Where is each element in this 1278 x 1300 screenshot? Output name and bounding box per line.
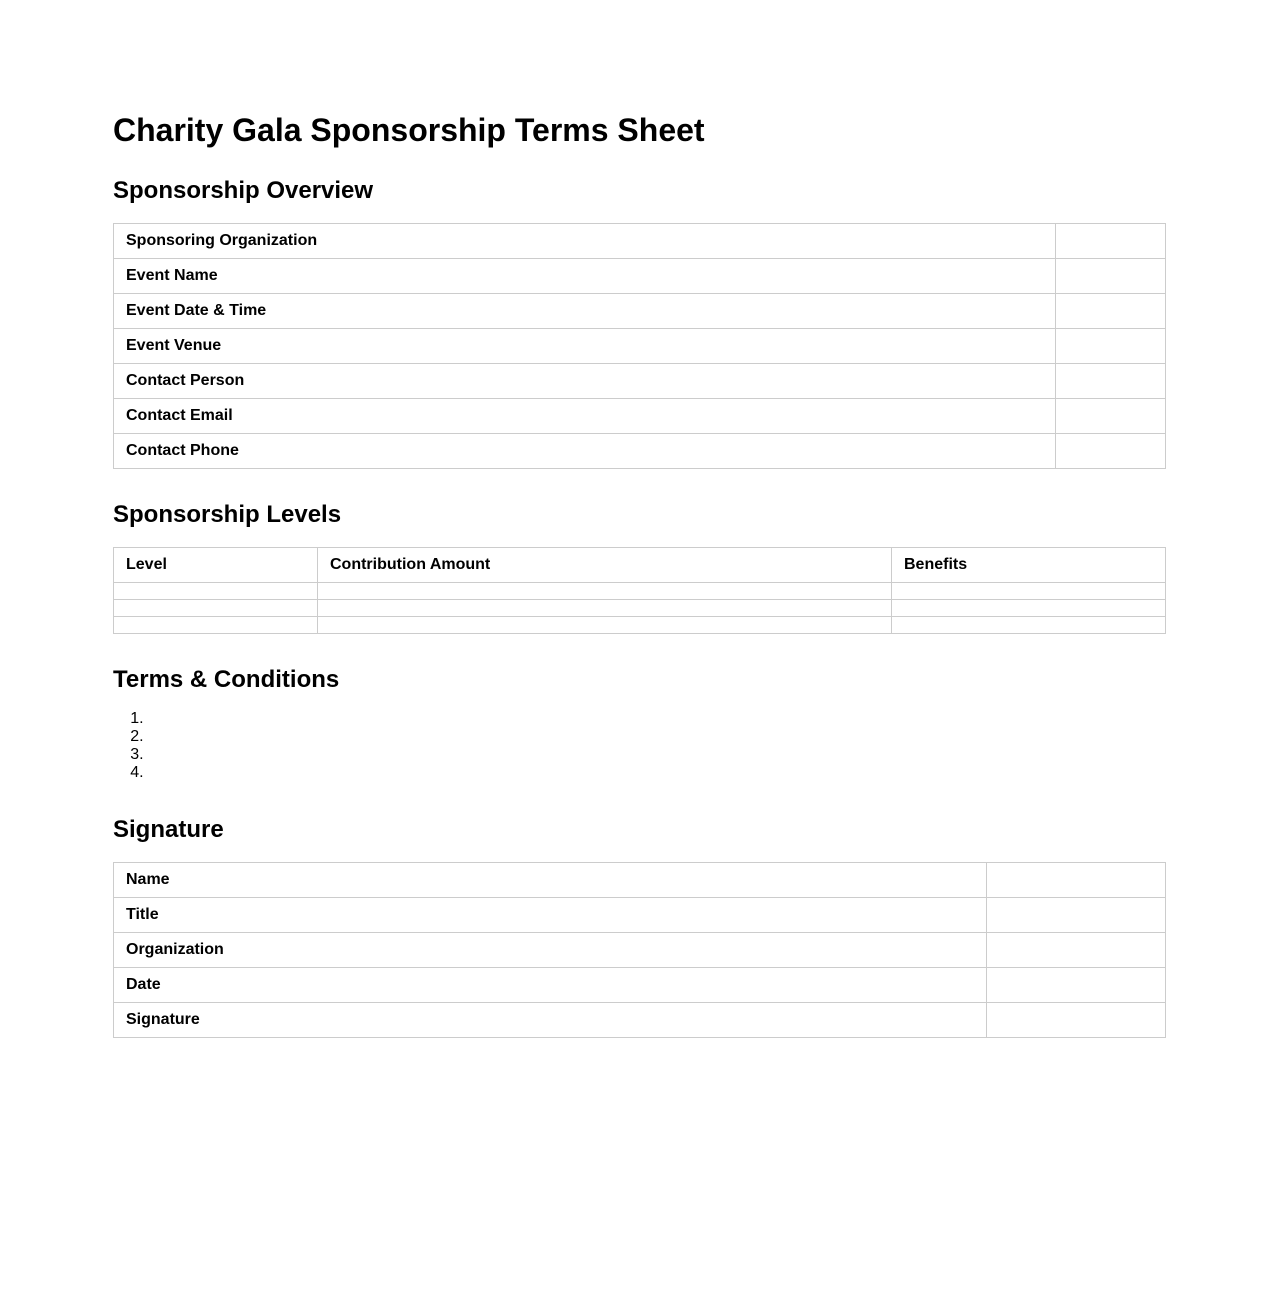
field-value[interactable]: [987, 968, 1166, 1003]
terms-list: [113, 710, 148, 782]
levels-table: [113, 547, 1166, 634]
contribution-cell[interactable]: [318, 583, 892, 600]
benefits-cell[interactable]: [892, 583, 1166, 600]
field-label: Name: [114, 863, 987, 898]
contribution-cell[interactable]: [318, 617, 892, 634]
levels-heading: Sponsorship Levels: [113, 501, 342, 528]
field-value[interactable]: [1056, 259, 1166, 294]
table-row: [114, 364, 1166, 399]
field-label: Signature: [114, 1003, 987, 1038]
signature-heading: Signature: [113, 816, 224, 843]
table-row: [114, 898, 1166, 933]
table-row: [114, 224, 1166, 259]
signature-table: [113, 862, 1166, 1038]
table-row: [114, 1003, 1166, 1038]
column-header-benefits: Benefits: [892, 548, 1166, 583]
table-row: [114, 968, 1166, 1003]
table-row: [114, 583, 1166, 600]
overview-heading: Sponsorship Overview: [113, 177, 374, 204]
field-label: Contact Email: [114, 399, 1056, 434]
column-header-level: Level: [114, 548, 318, 583]
overview-table: [113, 223, 1166, 469]
field-label: Event Date & Time: [114, 294, 1056, 329]
table-row: [114, 294, 1166, 329]
field-label: Contact Person: [114, 364, 1056, 399]
table-row: [114, 933, 1166, 968]
document-title: Charity Gala Sponsorship Terms Sheet: [113, 112, 705, 148]
field-value[interactable]: [1056, 224, 1166, 259]
table-header-row: [114, 548, 1166, 583]
field-label: Event Venue: [114, 329, 1056, 364]
table-row: [114, 600, 1166, 617]
table-row: [114, 259, 1166, 294]
field-value[interactable]: [1056, 294, 1166, 329]
field-label: Event Name: [114, 259, 1056, 294]
field-label: Date: [114, 968, 987, 1003]
field-value[interactable]: [987, 1003, 1166, 1038]
level-cell[interactable]: [114, 617, 318, 634]
field-value[interactable]: [987, 933, 1166, 968]
field-label: Sponsoring Organization: [114, 224, 1056, 259]
level-cell[interactable]: [114, 583, 318, 600]
level-cell[interactable]: [114, 600, 318, 617]
table-row: [114, 863, 1166, 898]
column-header-contribution: Contribution Amount: [318, 548, 892, 583]
field-value[interactable]: [1056, 434, 1166, 469]
field-value[interactable]: [1056, 329, 1166, 364]
field-value[interactable]: [1056, 399, 1166, 434]
field-label: Contact Phone: [114, 434, 1056, 469]
table-row: [114, 434, 1166, 469]
field-label: Title: [114, 898, 987, 933]
field-value[interactable]: [987, 863, 1166, 898]
benefits-cell[interactable]: [892, 617, 1166, 634]
field-value[interactable]: [1056, 364, 1166, 399]
table-row: [114, 399, 1166, 434]
table-row: [114, 617, 1166, 634]
table-row: [114, 329, 1166, 364]
field-value[interactable]: [987, 898, 1166, 933]
contribution-cell[interactable]: [318, 600, 892, 617]
field-label: Organization: [114, 933, 987, 968]
benefits-cell[interactable]: [892, 600, 1166, 617]
terms-heading: Terms & Conditions: [113, 666, 340, 693]
